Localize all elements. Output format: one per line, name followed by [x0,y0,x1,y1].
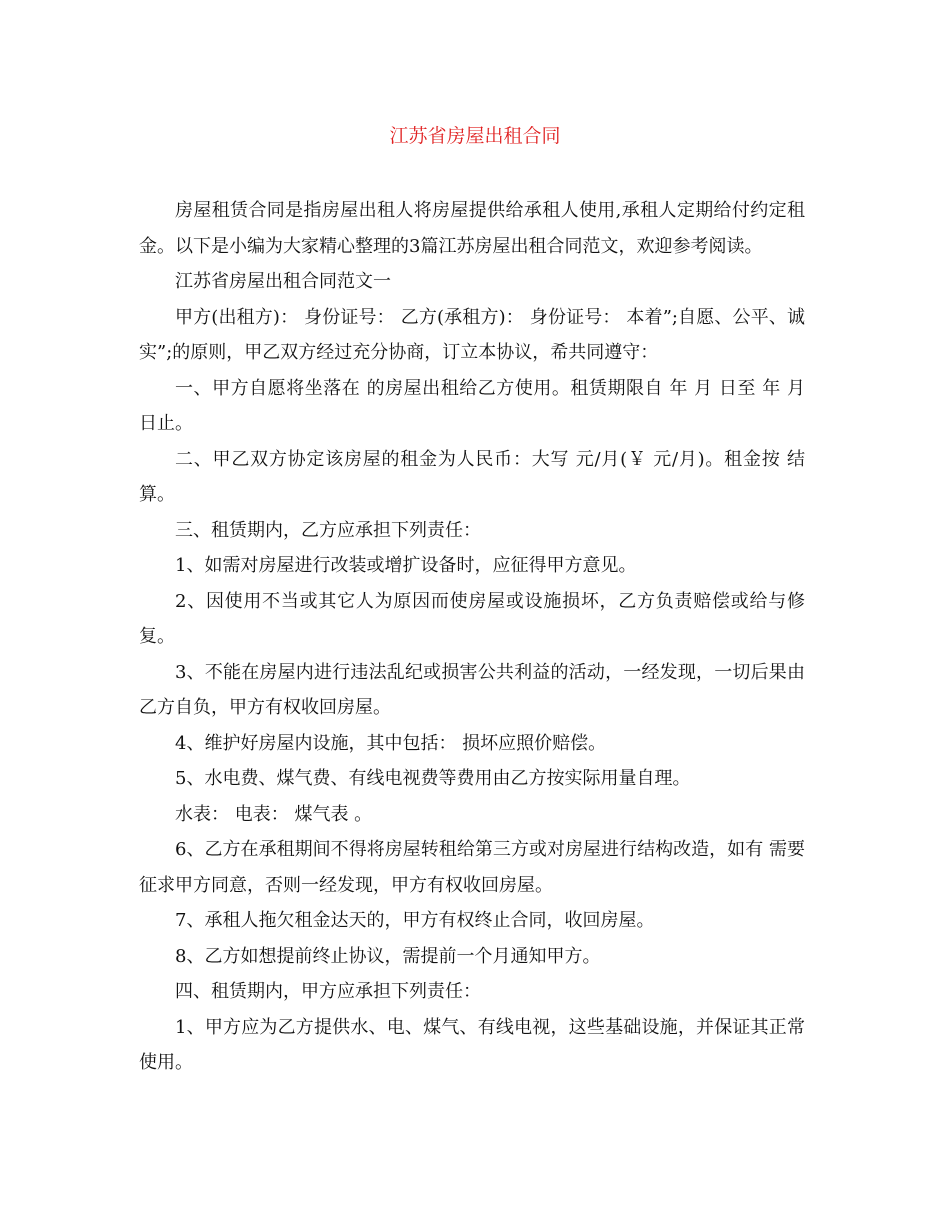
paragraph-tenant-item-5: 5、水电费、煤气费、有线电视费等费用由乙方按实际用量自理。 [175,768,691,789]
paragraph-clause-3-heading: 三、租赁期内，乙方应承担下列责任： [175,519,481,541]
document-body [139,193,805,1081]
paragraph-meters: 水表： 电表： 煤气表 。 [175,803,373,825]
paragraph-tenant-item-4: 4、维护好房屋内设施，其中包括： 损坏应照价赔偿。 [175,732,607,754]
paragraph-clause-4-heading: 四、租赁期内，甲方应承担下列责任： [175,981,481,1002]
paragraph-tenant-item-7: 7、承租人拖欠租金达天的，甲方有权终止合同，收回房屋。 [175,910,655,931]
paragraph-tenant-item-2: 2、因使用不当或其它人为原因而使房屋或设施损坏，乙方负责赔偿或给与修复。 [139,590,805,647]
paragraph-clause-2: 二、甲乙双方协定该房屋的租金为人民币：大写 元/月(￥ 元/月)。租金按 结算。 [139,448,805,505]
document-title: 江苏省房屋出租合同 [389,125,561,147]
paragraph-clause-1: 一、甲方自愿将坐落在 的房屋出租给乙方使用。租赁期限自 年 月 日至 年 月 日止。 [139,377,805,434]
paragraph-landlord-item-1: 1、甲方应为乙方提供水、电、煤气、有线电视，这些基础设施，并保证其正常使用。 [139,1016,805,1073]
paragraph-tenant-item-8: 8、乙方如想提前终止协议，需提前一个月通知甲方。 [175,945,601,967]
paragraph-parties: 甲方(出租方)： 身份证号： 乙方(承租方)： 身份证号： 本着”;自愿、公平、诚实”;的原则，甲乙双方经过充分协商，订立本协议，希共同遵守： [139,306,805,363]
paragraph-tenant-item-1: 1、如需对房屋进行改装或增扩设备时，应征得甲方意见。 [175,555,637,576]
paragraph-intro: 房屋租赁合同是指房屋出租人将房屋提供给承租人使用,承租人定期给付约定租金。以下是小编为大家精心整理的3篇江苏房屋出租合同范文，欢迎参考阅读。 [139,200,805,257]
paragraph-sample-heading: 江苏省房屋出租合同范文一 [175,271,391,292]
paragraph-tenant-item-6: 6、乙方在承租期间不得将房屋转租给第三方或对房屋进行结构改造，如有 需要征求甲方同意，否则一经发现，甲方有权收回房屋。 [139,839,805,896]
paragraph-tenant-item-3: 3、不能在房屋内进行违法乱纪或损害公共利益的活动，一经发现，一切后果由乙方自负，甲方有权收回房屋。 [139,661,805,718]
